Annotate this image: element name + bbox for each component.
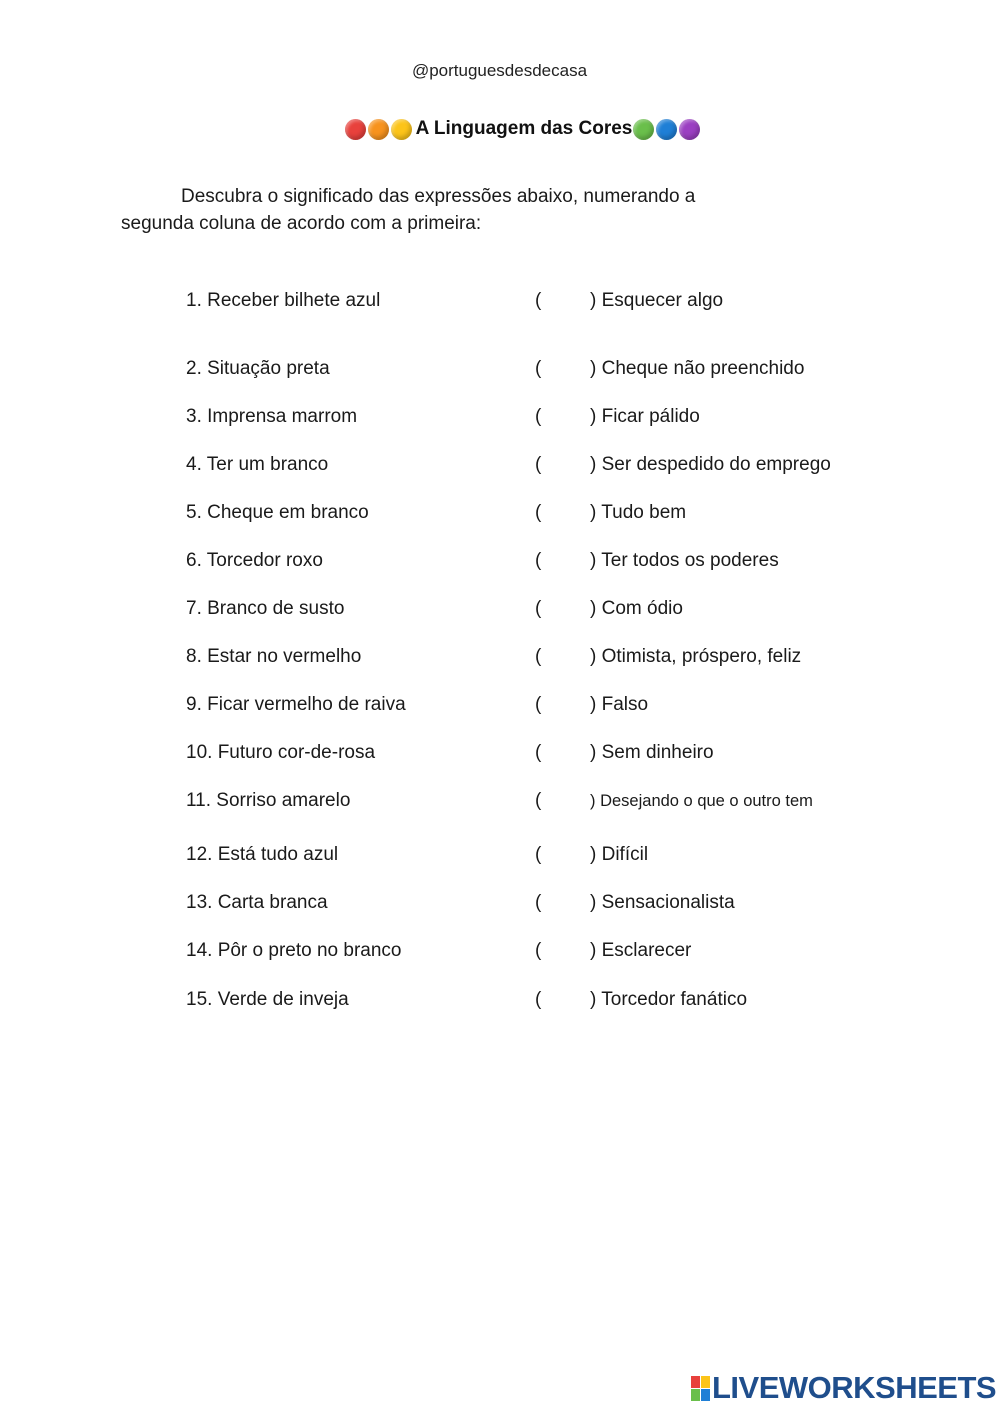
meaning-item: ) Desejando o que o outro tem — [590, 792, 813, 810]
match-row — [0, 890, 999, 916]
answer-slot[interactable]: ( — [535, 646, 542, 667]
expression-item: 5. Cheque em branco — [186, 502, 369, 523]
meaning-item: ) Falso — [590, 694, 649, 715]
title-text: A Linguagem das Cores — [415, 118, 633, 139]
expression-item: 7. Branco de susto — [186, 598, 345, 619]
liveworksheets-logo-text: LIVEWORKSHEETS — [712, 1370, 997, 1405]
title-right-dots — [633, 119, 700, 140]
expression-item: 15. Verde de inveja — [186, 989, 349, 1010]
answer-slot[interactable]: ( — [535, 989, 542, 1010]
instructions — [121, 183, 761, 237]
meaning-item: ) Sensacionalista — [590, 892, 735, 913]
answer-slot[interactable]: ( — [535, 892, 542, 913]
match-row — [0, 500, 999, 526]
purple-circle-icon — [679, 119, 700, 140]
liveworksheets-logo[interactable] — [691, 1370, 997, 1405]
author-handle: @portuguesdesdecasa — [411, 61, 588, 80]
expression-item: 11. Sorriso amarelo — [186, 790, 351, 811]
expression-item: 2. Situação preta — [186, 358, 330, 379]
answer-slot[interactable]: ( — [535, 694, 542, 715]
meaning-item: ) Ser despedido do emprego — [590, 454, 831, 475]
liveworksheets-logo-icon — [691, 1376, 710, 1401]
instructions-line-2: segunda coluna de acordo com a primeira: — [121, 213, 482, 234]
expression-item: 6. Torcedor roxo — [186, 550, 323, 571]
match-row — [0, 740, 999, 766]
answer-slot[interactable]: ( — [535, 598, 542, 619]
expression-item: 3. Imprensa marrom — [186, 406, 358, 427]
expression-item: 8. Estar no vermelho — [186, 646, 362, 667]
title-left-dots — [345, 119, 412, 140]
match-row — [0, 288, 999, 314]
answer-slot[interactable]: ( — [535, 406, 542, 427]
match-row — [0, 644, 999, 670]
meaning-item: ) Com ódio — [590, 598, 683, 619]
answer-slot[interactable]: ( — [535, 790, 542, 811]
expression-item: 10. Futuro cor-de-rosa — [186, 742, 376, 763]
answer-slot[interactable]: ( — [535, 550, 542, 571]
orange-circle-icon — [368, 119, 389, 140]
match-row — [0, 452, 999, 478]
answer-slot[interactable]: ( — [535, 290, 542, 311]
match-row — [0, 404, 999, 430]
expression-item: 4. Ter um branco — [186, 454, 329, 475]
meaning-item: ) Sem dinheiro — [590, 742, 714, 763]
meaning-item: ) Esclarecer — [590, 940, 692, 961]
match-row — [0, 938, 999, 964]
page-title — [0, 118, 999, 140]
yellow-circle-icon — [391, 119, 412, 140]
meaning-item: ) Esquecer algo — [590, 290, 724, 311]
meaning-item: ) Otimista, próspero, feliz — [590, 646, 802, 667]
match-row — [0, 548, 999, 574]
meaning-item: ) Tudo bem — [590, 502, 687, 523]
answer-slot[interactable]: ( — [535, 940, 542, 961]
expression-item: 14. Pôr o preto no branco — [186, 940, 402, 961]
expression-item: 1. Receber bilhete azul — [186, 290, 381, 311]
meaning-item: ) Cheque não preenchido — [590, 358, 805, 379]
meaning-item: ) Difícil — [590, 844, 649, 865]
meaning-item: ) Torcedor fanático — [590, 989, 748, 1010]
answer-slot[interactable]: ( — [535, 454, 542, 475]
match-row — [0, 692, 999, 718]
match-row — [0, 356, 999, 382]
match-row — [0, 987, 999, 1013]
match-row — [0, 788, 999, 814]
meaning-item: ) Ficar pálido — [590, 406, 700, 427]
expression-item: 12. Está tudo azul — [186, 844, 339, 865]
answer-slot[interactable]: ( — [535, 742, 542, 763]
answer-slot[interactable]: ( — [535, 502, 542, 523]
blue-circle-icon — [656, 119, 677, 140]
meaning-item: ) Ter todos os poderes — [590, 550, 779, 571]
expression-item: 9. Ficar vermelho de raiva — [186, 694, 406, 715]
match-row — [0, 842, 999, 868]
instructions-line-1: Descubra o significado das expressões abaixo, numerando a — [181, 186, 696, 207]
answer-slot[interactable]: ( — [535, 844, 542, 865]
red-circle-icon — [345, 119, 366, 140]
green-circle-icon — [633, 119, 654, 140]
answer-slot[interactable]: ( — [535, 358, 542, 379]
match-row — [0, 596, 999, 622]
expression-item: 13. Carta branca — [186, 892, 328, 913]
